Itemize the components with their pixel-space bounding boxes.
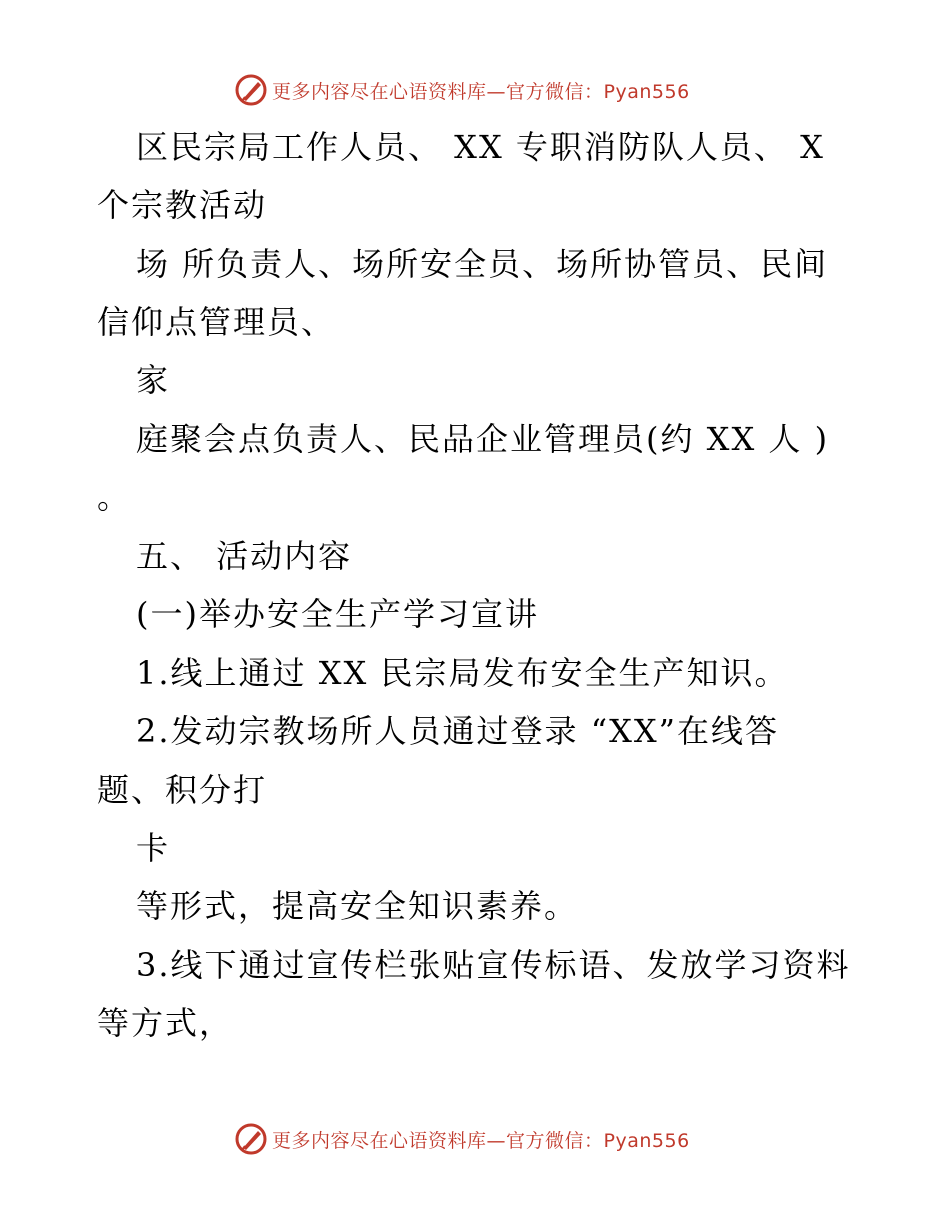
list-item: 2.发动宗教场所人员通过登录 “XX”在线答 (136, 712, 779, 750)
body-line: 等形式，提高安全知识素养。 (136, 887, 579, 925)
body-line: 家 (136, 361, 171, 399)
quill-logo-icon (234, 1122, 268, 1156)
footer-banner-text: 更多内容尽在心语资料库—官方微信：Pyan556 (272, 1129, 690, 1152)
body-line: 等方式， (97, 1004, 234, 1042)
body-line: 题、积分打 (97, 771, 268, 809)
section-heading: 五、 活动内容 (136, 537, 353, 575)
body-line: 个宗教活动 (97, 186, 268, 224)
body-line: 卡 (136, 829, 171, 867)
subsection-heading: (一)举办安全生产学习宣讲 (136, 595, 539, 633)
quill-logo-icon (234, 73, 268, 107)
header-banner-text: 更多内容尽在心语资料库—官方微信：Pyan556 (272, 80, 690, 103)
body-line: 区民宗局工作人员、 XX 专职消防队人员、 X (136, 128, 825, 166)
body-line: 场 所负责人、场所安全员、场所协管员、民间 (136, 245, 829, 283)
header-banner (234, 72, 754, 108)
footer-banner (234, 1121, 754, 1157)
list-item: 1.线上通过 XX 民宗局发布安全生产知识。 (136, 654, 789, 692)
body-line: 信仰点管理员、 (97, 303, 336, 341)
list-item: 3.线下通过宣传栏张贴宣传标语、发放学习资料 (136, 946, 851, 984)
body-line: 庭聚会点负责人、民品企业管理员(约 XX 人 ) (136, 420, 830, 458)
body-line: 。 (97, 478, 132, 516)
